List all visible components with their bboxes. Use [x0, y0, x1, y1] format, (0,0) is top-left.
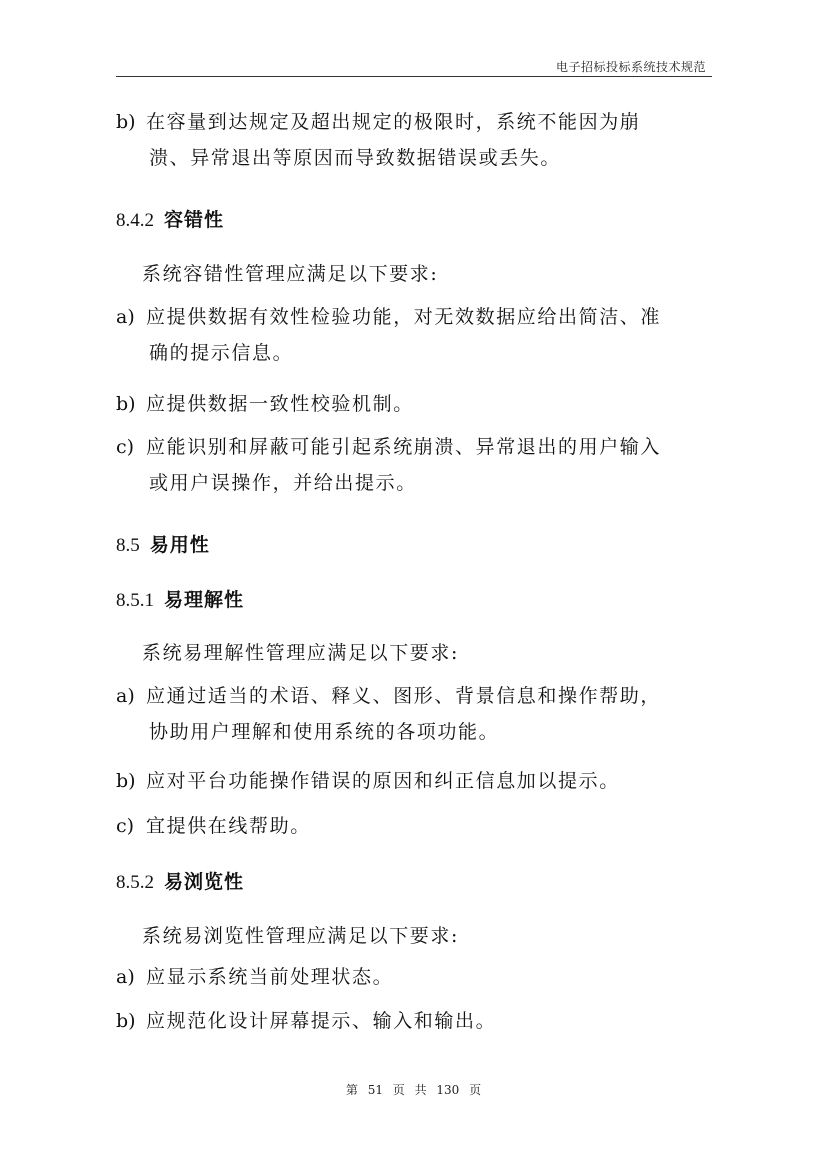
section-number: 8.5.2 [116, 872, 154, 893]
section-title: 易用性 [149, 534, 210, 556]
list-marker: b) [116, 111, 136, 133]
section-heading-8-5-1 [116, 582, 716, 619]
list-marker: c) [116, 815, 135, 837]
section-number: 8.4.2 [116, 210, 154, 231]
section-number: 8.5 [116, 535, 140, 556]
list-marker: b) [116, 1010, 136, 1032]
list-item [116, 1003, 716, 1039]
list-item [116, 959, 716, 995]
list-text: 应通过适当的术语、释义、图形、背景信息和操作帮助， [146, 685, 662, 707]
list-text: 应提供数据一致性校验机制。 [146, 393, 414, 415]
list-marker: a) [116, 966, 135, 988]
list-item [116, 763, 716, 799]
section-heading-8-5 [116, 527, 716, 564]
section-intro: 系统易浏览性管理应满足以下要求: [142, 925, 460, 947]
section-title: 容错性 [164, 209, 225, 231]
list-item [116, 678, 716, 750]
list-text: 宜提供在线帮助。 [146, 815, 311, 837]
list-item [116, 299, 716, 371]
list-text-continued: 或用户误操作，并给出提示。 [149, 472, 417, 494]
list-text: 应规范化设计屏幕提示、输入和输出。 [146, 1010, 497, 1032]
section-intro: 系统容错性管理应满足以下要求: [142, 263, 439, 285]
list-marker: b) [116, 393, 136, 415]
list-text: 在容量到达规定及超出规定的极限时，系统不能因为崩 [146, 111, 641, 133]
list-text-continued: 确的提示信息。 [149, 342, 294, 364]
list-text: 应对平台功能操作错误的原因和纠正信息加以提示。 [146, 770, 620, 792]
list-marker: a) [116, 306, 135, 328]
list-marker: c) [116, 436, 135, 458]
list-marker: b) [116, 770, 136, 792]
list-text-continued: 协助用户理解和使用系统的各项功能。 [149, 721, 500, 743]
list-marker: a) [116, 685, 135, 707]
section-intro: 系统易理解性管理应满足以下要求: [142, 642, 460, 664]
list-item [116, 808, 716, 844]
header-title: 电子招标投标系统技术规范 [555, 60, 706, 74]
list-text: 应提供数据有效性检验功能，对无效数据应给出简洁、准 [146, 306, 662, 328]
list-text-continued: 溃、异常退出等原因而导致数据错误或丢失。 [149, 147, 562, 169]
section-heading-8-4-2 [116, 202, 716, 239]
list-item [116, 386, 716, 422]
section-title: 易理解性 [164, 589, 245, 611]
list-item [116, 104, 716, 176]
list-item [116, 429, 716, 501]
page-footer: 第 51 页 共 130 页 [345, 1083, 482, 1097]
page-header [116, 58, 712, 77]
section-heading-8-5-2 [116, 864, 716, 901]
list-text: 应显示系统当前处理状态。 [146, 966, 394, 988]
list-text: 应能识别和屏蔽可能引起系统崩溃、异常退出的用户输入 [146, 436, 662, 458]
section-title: 易浏览性 [164, 871, 245, 893]
section-number: 8.5.1 [116, 590, 154, 611]
